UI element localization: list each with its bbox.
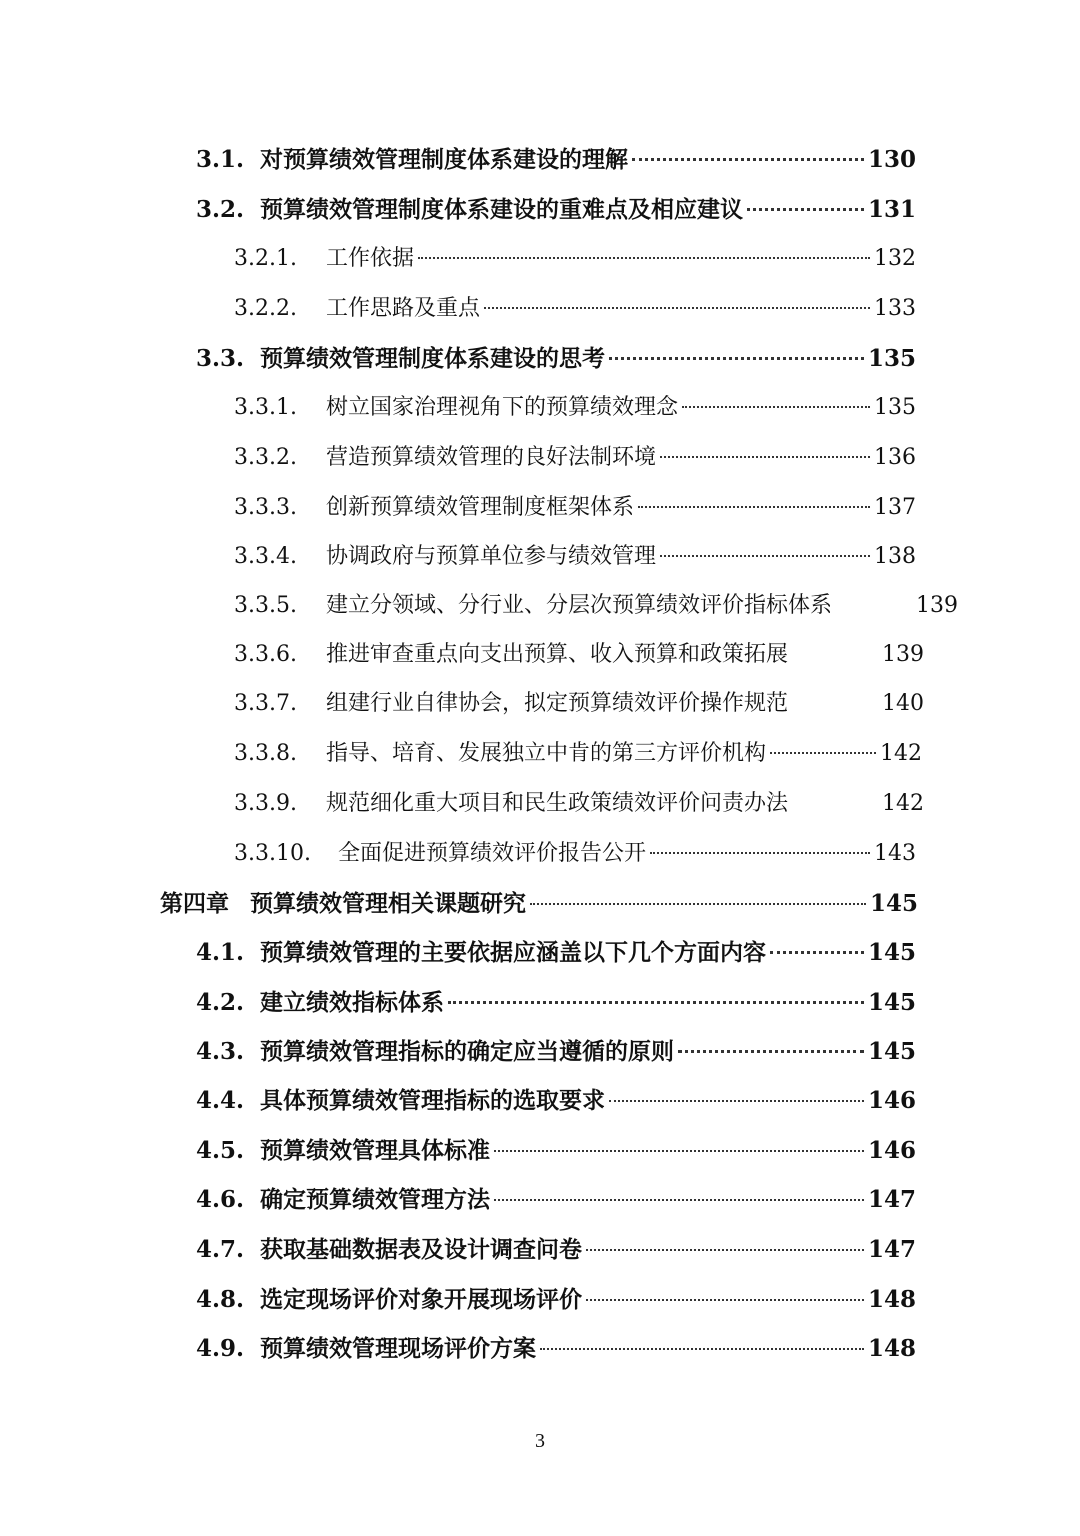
toc-entry-number: 4.3. (196, 1038, 245, 1065)
toc-entry[interactable] (196, 1230, 916, 1270)
dot-leader (660, 456, 870, 458)
toc-entry-number: 3.1. (196, 146, 245, 173)
toc-entry[interactable] (234, 586, 958, 626)
toc-entry-title: 指导、培育、发展独立中肯的第三方评价机构 (326, 741, 767, 766)
toc-entry-number: 3.3.3. (234, 495, 297, 520)
toc-entry-number: 4.5. (196, 1137, 245, 1164)
toc-entry-title: 确定预算绩效管理方法 (260, 1186, 490, 1213)
toc-entry-title: 工作思路及重点 (326, 296, 481, 321)
toc-entry-page: 142 (882, 791, 924, 816)
toc-entry-title: 获取基础数据表及设计调查问卷 (260, 1236, 582, 1263)
toc-entry-number: 4.6. (196, 1186, 245, 1213)
toc-entry-number: 3.3.5. (234, 593, 297, 618)
dot-leader (682, 406, 870, 408)
toc-entry-title: 规范细化重大项目和民生政策绩效评价问责办法 (326, 791, 789, 816)
toc-entry-title: 营造预算绩效管理的良好法制环境 (326, 445, 657, 470)
toc-entry[interactable] (196, 1180, 916, 1220)
toc-entry-number: 4.8. (196, 1286, 245, 1313)
toc-entry[interactable] (234, 784, 924, 824)
dot-leader (484, 307, 870, 309)
toc-entry-title: 预算绩效管理的主要依据应涵盖以下几个方面内容 (260, 939, 766, 966)
toc-entry-title: 协调政府与预算单位参与绩效管理 (326, 544, 657, 569)
dot-leader (609, 357, 864, 360)
dot-leader (770, 752, 876, 754)
dot-leader (632, 158, 864, 161)
dot-leader (494, 1199, 864, 1201)
toc-entry-title: 预算绩效管理制度体系建设的重难点及相应建议 (260, 196, 743, 223)
toc-entry-page: 135 (874, 395, 916, 420)
toc-entry-title: 组建行业自律协会，拟定预算绩效评价操作规范 (326, 691, 789, 716)
toc-entry-number: 3.3.6. (234, 642, 297, 667)
toc-entry-page: 145 (867, 939, 916, 966)
dot-leader (650, 852, 870, 854)
toc-entry-page: 145 (869, 890, 918, 917)
toc-entry-title: 预算绩效管理制度体系建设的思考 (260, 345, 605, 372)
toc-entry[interactable] (196, 140, 916, 180)
dot-leader (770, 951, 864, 954)
toc-entry-title: 建立绩效指标体系 (260, 989, 444, 1016)
toc-entry-page: 145 (867, 1038, 916, 1065)
toc-entry-title: 创新预算绩效管理制度框架体系 (326, 495, 635, 520)
toc-entry-number: 4.7. (196, 1236, 245, 1263)
toc-entry-title: 推进审查重点向支出预算、收入预算和政策拓展 (326, 642, 789, 667)
toc-entry[interactable] (234, 734, 922, 774)
toc-entry[interactable] (234, 388, 916, 428)
toc-entry-title: 具体预算绩效管理指标的选取要求 (260, 1087, 605, 1114)
toc-entry[interactable] (234, 684, 924, 724)
toc-entry-page: 133 (874, 296, 916, 321)
toc-entry-number: 第四章 (160, 890, 229, 917)
toc-entry-title: 预算绩效管理指标的确定应当遵循的原则 (260, 1038, 674, 1065)
toc-entry-number: 3.3. (196, 345, 245, 372)
toc-entry[interactable] (234, 289, 916, 329)
toc-entry-number: 3.2.2. (234, 296, 297, 321)
toc-entry-number: 3.2. (196, 196, 245, 223)
toc-entry[interactable] (234, 537, 916, 577)
toc-entry-number: 3.3.7. (234, 691, 297, 716)
toc-entry-page: 148 (867, 1335, 916, 1362)
toc-entry-page: 132 (874, 246, 916, 271)
toc-entry-title: 预算绩效管理现场评价方案 (260, 1335, 536, 1362)
dot-leader (418, 257, 870, 259)
toc-entry-chapter[interactable] (160, 884, 918, 924)
dot-leader (747, 208, 864, 211)
toc-entry-title: 预算绩效管理具体标准 (260, 1137, 490, 1164)
toc-entry-page: 138 (874, 544, 916, 569)
toc-entry-page: 139 (882, 642, 924, 667)
toc-entry-number: 3.3.2. (234, 445, 297, 470)
toc-entry-number: 4.1. (196, 939, 245, 966)
toc-entry-title: 选定现场评价对象开展现场评价 (260, 1286, 582, 1313)
toc-entry-title: 树立国家治理视角下的预算绩效理念 (326, 395, 679, 420)
toc-entry[interactable] (234, 834, 916, 874)
toc-entry-page: 140 (882, 691, 924, 716)
toc-entry[interactable] (196, 1081, 916, 1121)
dot-leader (540, 1348, 864, 1350)
toc-entry-page: 146 (867, 1137, 916, 1164)
toc-entry[interactable] (234, 635, 924, 675)
toc-entry[interactable] (196, 983, 916, 1023)
toc-entry[interactable] (234, 239, 916, 279)
toc-entry-page: 147 (867, 1186, 916, 1213)
toc-entry-page: 142 (880, 741, 922, 766)
toc-entry-page: 145 (867, 989, 916, 1016)
toc-entry-title: 建立分领域、分行业、分层次预算绩效评价指标体系 (326, 593, 833, 618)
dot-leader (638, 506, 870, 508)
toc-entry-page: 137 (874, 495, 916, 520)
toc-entry[interactable] (196, 1280, 916, 1320)
toc-entry-number: 3.3.1. (234, 395, 297, 420)
toc-entry-page: 135 (867, 345, 916, 372)
toc-entry-title: 工作依据 (326, 246, 415, 271)
dot-leader (494, 1150, 864, 1152)
toc-entry-page: 148 (867, 1286, 916, 1313)
toc-entry-title: 预算绩效管理相关课题研究 (250, 890, 526, 917)
toc-entry-page: 136 (874, 445, 916, 470)
toc-entry-page: 131 (867, 196, 916, 223)
toc-entry[interactable] (196, 1032, 916, 1072)
dot-leader (530, 903, 866, 905)
toc-entry-number: 4.4. (196, 1087, 245, 1114)
dot-leader (609, 1100, 864, 1102)
toc-entry[interactable] (234, 488, 916, 528)
toc-entry[interactable] (234, 438, 916, 478)
toc-entry-page: 147 (867, 1236, 916, 1263)
dot-leader (660, 555, 870, 557)
toc-entry-number: 3.3.4. (234, 544, 297, 569)
toc-entry[interactable] (196, 933, 916, 973)
toc-entry-number: 3.3.10. (234, 841, 311, 866)
toc-entry-page: 143 (874, 841, 916, 866)
toc-entry-title: 对预算绩效管理制度体系建设的理解 (260, 146, 628, 173)
page-number: 3 (535, 1430, 545, 1452)
toc-entry-page: 139 (916, 593, 958, 618)
toc-entry[interactable] (196, 339, 916, 379)
toc-entry-number: 3.3.8. (234, 741, 297, 766)
toc-entry[interactable] (196, 190, 916, 230)
dot-leader (678, 1050, 864, 1053)
toc-entry-page: 146 (867, 1087, 916, 1114)
toc-entry-number: 4.2. (196, 989, 245, 1016)
toc-entry-title: 全面促进预算绩效评价报告公开 (338, 841, 647, 866)
dot-leader (586, 1299, 864, 1301)
toc-entry-number: 3.3.9. (234, 791, 297, 816)
toc-entry-page: 130 (867, 146, 916, 173)
toc-entry-number: 4.9. (196, 1335, 245, 1362)
dot-leader (448, 1001, 864, 1004)
toc-entry-number: 3.2.1. (234, 246, 297, 271)
toc-entry[interactable] (196, 1329, 916, 1369)
toc-entry[interactable] (196, 1131, 916, 1171)
dot-leader (586, 1249, 864, 1251)
